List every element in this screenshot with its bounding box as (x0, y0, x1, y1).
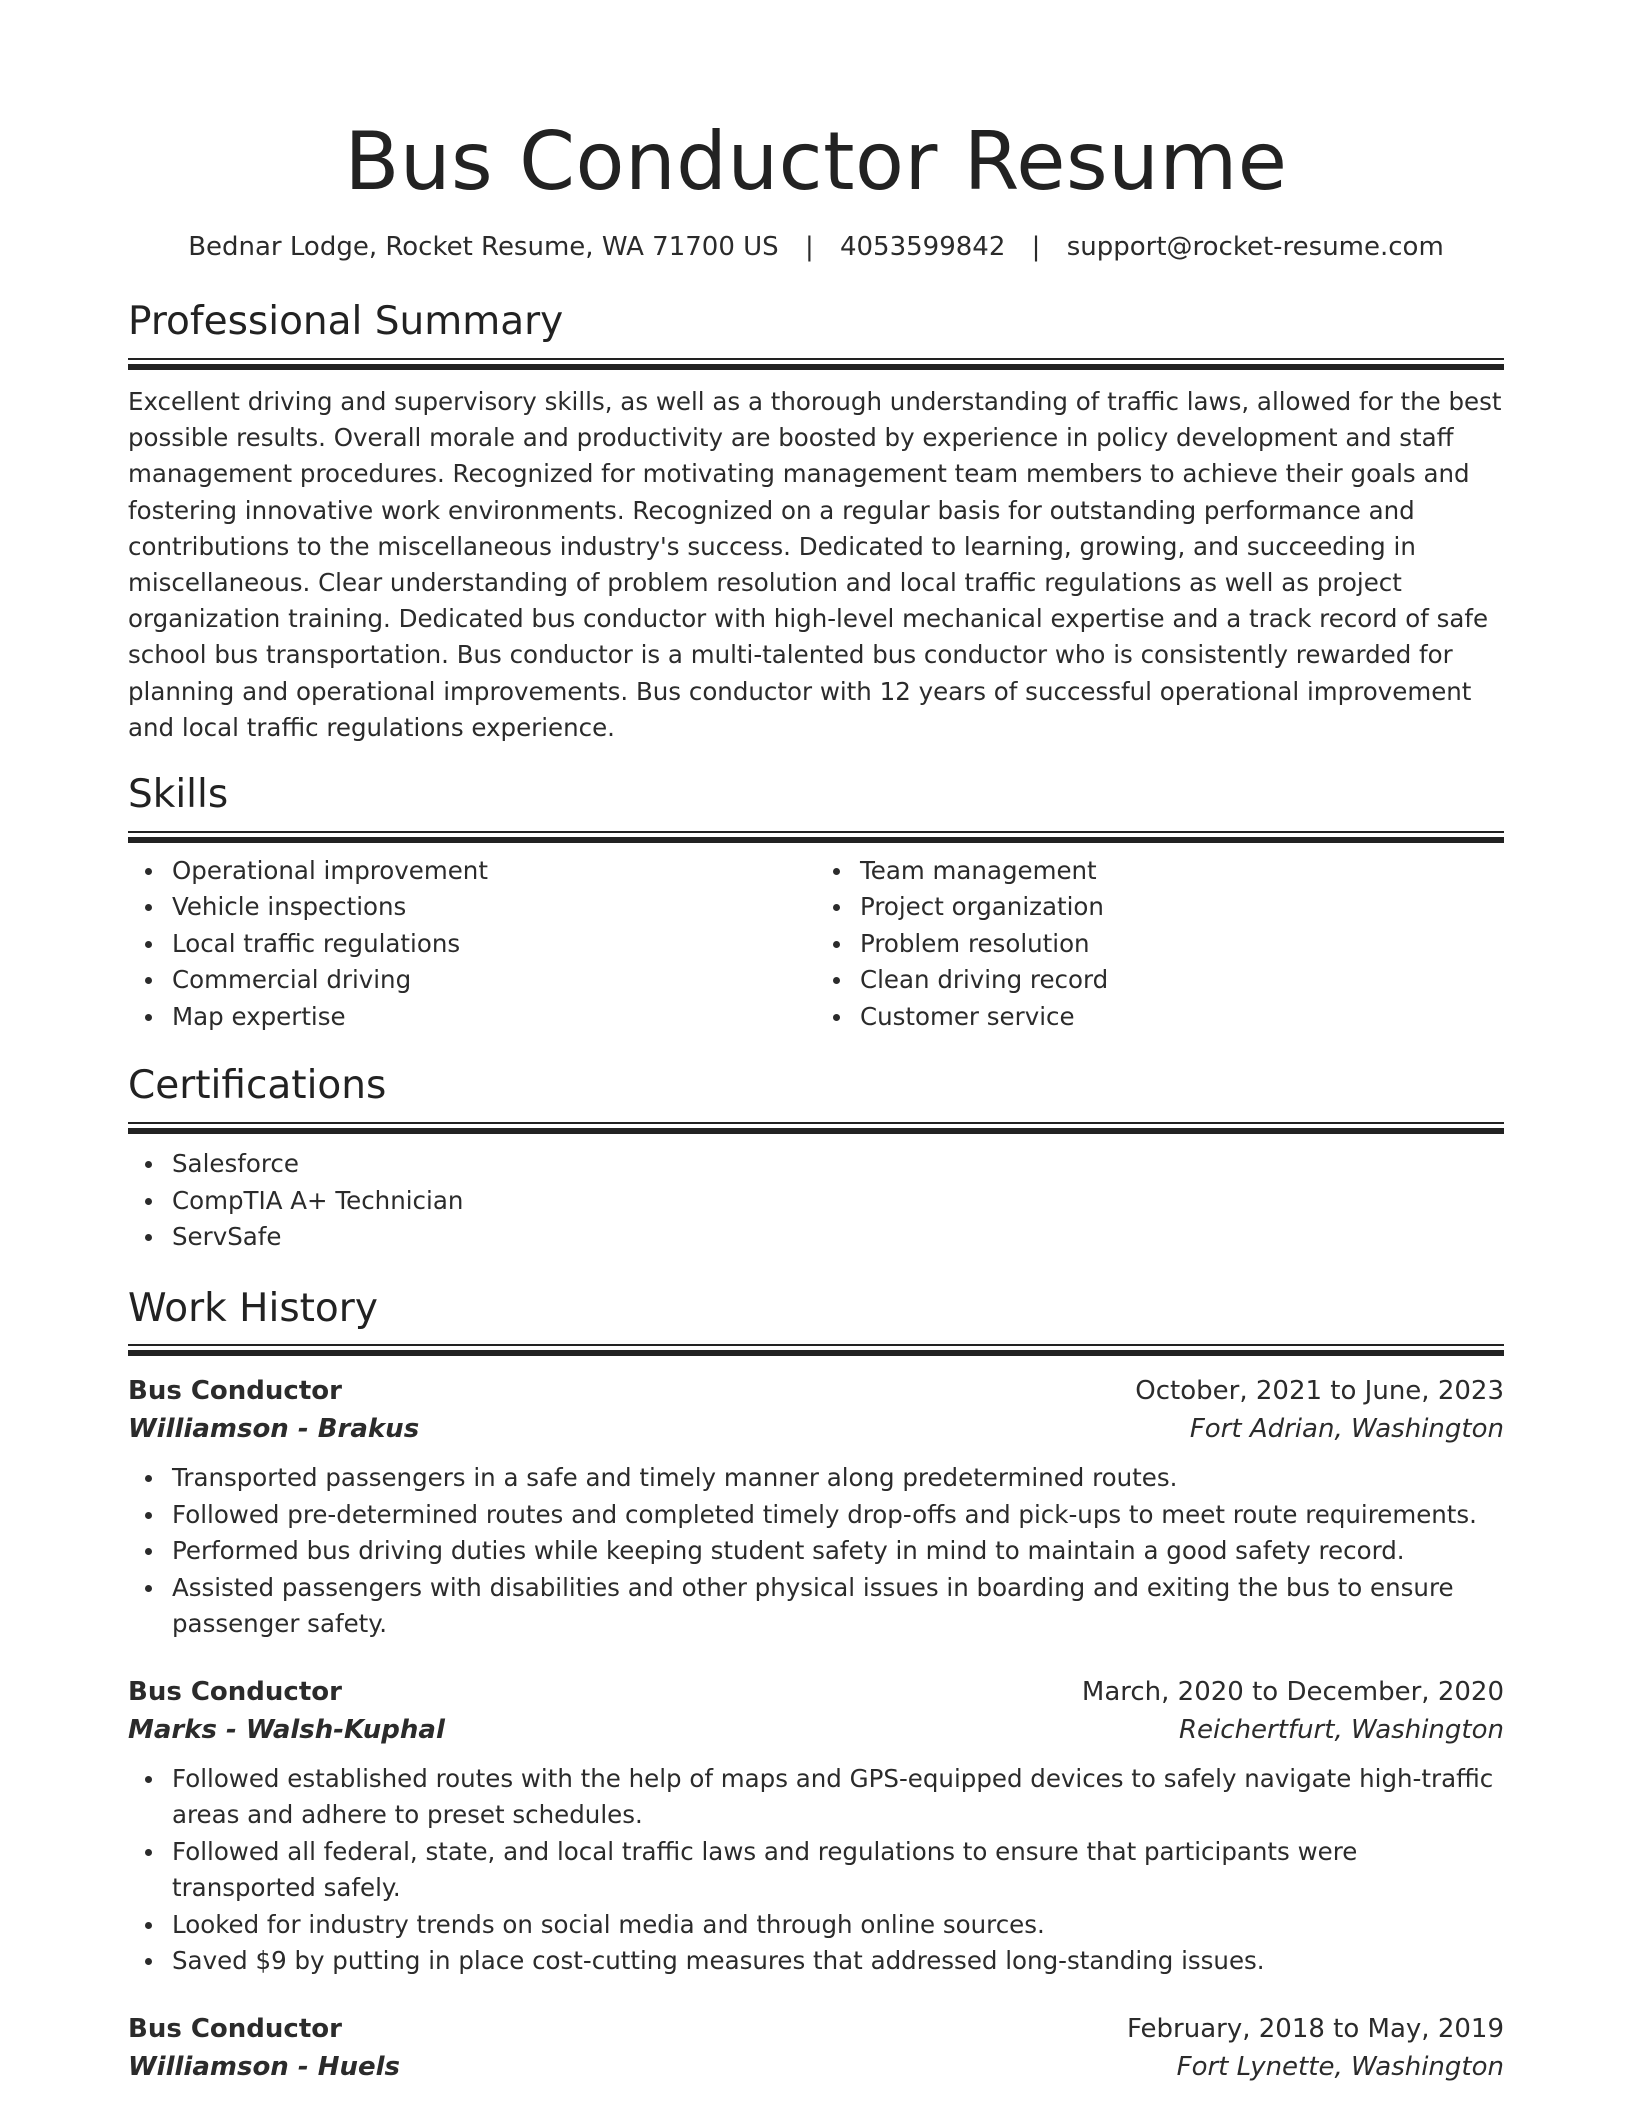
section-rule (128, 358, 1504, 370)
contact-line (128, 232, 1504, 263)
skill-item: Team management (860, 853, 1504, 890)
section-heading-certifications: Certifications (128, 1063, 387, 1109)
job-bullet: Followed all federal, state, and local traffic laws and regulations to ensure that participants were transported safely. (172, 1834, 1504, 1907)
job-dates: October, 2021 to June, 2023 (1135, 1376, 1504, 1407)
skill-item: Problem resolution (860, 926, 1504, 963)
contact-address: Bednar Lodge, Rocket Resume, WA 71700 US (188, 232, 779, 262)
job-location: Reichertfurt, Washington (1178, 1714, 1504, 1745)
job-header (128, 2010, 1504, 2048)
certification-item: ServSafe (172, 1219, 1504, 1256)
job-company: Williamson - Huels (128, 2051, 400, 2082)
job-bullet: Followed established routes with the help of maps and GPS-equipped devices to safely navigate high-traffic areas and adhere to preset schedules. (172, 1761, 1504, 1834)
skill-item: Project organization (860, 889, 1504, 926)
job-bullet: Looked for industry trends on social media and through online sources. (172, 1907, 1504, 1944)
contact-separator: | (804, 232, 814, 262)
job-bullet: Followed pre-determined routes and completed timely drop-offs and pick-ups to meet route requirements. (172, 1497, 1504, 1534)
skill-item: Vehicle inspections (172, 889, 816, 926)
certification-item: CompTIA A+ Technician (172, 1183, 1504, 1220)
skills-column-left (128, 853, 816, 1036)
section-heading-skills: Skills (128, 772, 229, 818)
summary-section (128, 299, 1504, 746)
certifications-section (128, 1063, 1504, 1255)
job-title: Bus Conductor (128, 2013, 342, 2044)
job-subheader (128, 2048, 1504, 2086)
certification-item: Salesforce (172, 1146, 1504, 1183)
job-header (128, 1372, 1504, 1410)
skill-item: Local traffic regulations (172, 926, 816, 963)
resume-title: Bus Conductor Resume (344, 115, 1288, 208)
job-bullet: Transported passengers in a safe and timely manner along predetermined routes. (172, 1460, 1504, 1497)
job-bullet: Performed bus driving duties while keeping student safety in mind to maintain a good safety record. (172, 1533, 1504, 1570)
job-subheader (128, 1410, 1504, 1448)
job-title: Bus Conductor (128, 1676, 342, 1707)
job-entry (128, 2010, 1504, 2086)
section-rule (128, 1122, 1504, 1134)
section-heading-work-history: Work History (128, 1285, 378, 1331)
skill-item: Customer service (860, 999, 1504, 1036)
section-heading-summary: Professional Summary (128, 299, 564, 345)
skill-item: Clean driving record (860, 962, 1504, 999)
skills-section (128, 772, 1504, 1035)
job-entry (128, 1673, 1504, 1980)
skills-list-right (816, 853, 1504, 1036)
section-rule (128, 831, 1504, 843)
work-history-section (128, 1286, 1504, 2086)
skill-item: Commercial driving (172, 962, 816, 999)
skills-columns (128, 853, 1504, 1036)
certifications-list (128, 1146, 1504, 1256)
job-company: Williamson - Brakus (128, 1414, 420, 1445)
skill-item: Operational improvement (172, 853, 816, 890)
contact-separator: | (1031, 232, 1041, 262)
job-company: Marks - Walsh-Kuphal (128, 1714, 445, 1745)
job-bullets (128, 1761, 1504, 1980)
skills-list-left (128, 853, 816, 1036)
job-dates: February, 2018 to May, 2019 (1127, 2013, 1504, 2044)
job-dates: March, 2020 to December, 2020 (1081, 1676, 1504, 1707)
skills-column-right (816, 853, 1504, 1036)
skill-item: Map expertise (172, 999, 816, 1036)
job-bullet: Assisted passengers with disabilities and other physical issues in boarding and exiting the bus to ensure passenger safety. (172, 1570, 1504, 1643)
job-title: Bus Conductor (128, 1376, 342, 1407)
job-bullets (128, 1460, 1504, 1643)
job-header (128, 1673, 1504, 1711)
job-location: Fort Lynette, Washington (1176, 2051, 1504, 2082)
contact-phone: 4053599842 (839, 232, 1006, 262)
job-subheader (128, 1711, 1504, 1749)
section-rule (128, 1344, 1504, 1356)
job-entry (128, 1372, 1504, 1643)
contact-email: support@rocket-resume.com (1066, 232, 1444, 262)
job-location: Fort Adrian, Washington (1189, 1414, 1504, 1445)
summary-text: Excellent driving and supervisory skills, as well as a thorough understanding of traffic laws, allowed for the best possible results. Overall morale and productivity are boosted by experience in policy development and staff management procedures. Recognized for motivating management team members to achieve their goals and fostering innovative work environments. Recognized on a regular basis for outstanding performance and contributions to the miscellaneous industry's success. Dedicated to learning, growing, and succeeding in miscellaneous. Clear understanding of problem resolution and local traffic regulations as well as project organization training. Dedicated bus conductor with high-level mechanical expertise and a track record of safe school bus transportation. Bus conductor is a multi-talented bus conductor who is consistently rewarded for planning and operational improvements. Bus conductor with 12 years of successful operational improvement and local traffic regulations experience. (128, 386, 1502, 742)
job-bullet: Saved $9 by putting in place cost-cutting measures that addressed long-standing issues. (172, 1943, 1504, 1980)
